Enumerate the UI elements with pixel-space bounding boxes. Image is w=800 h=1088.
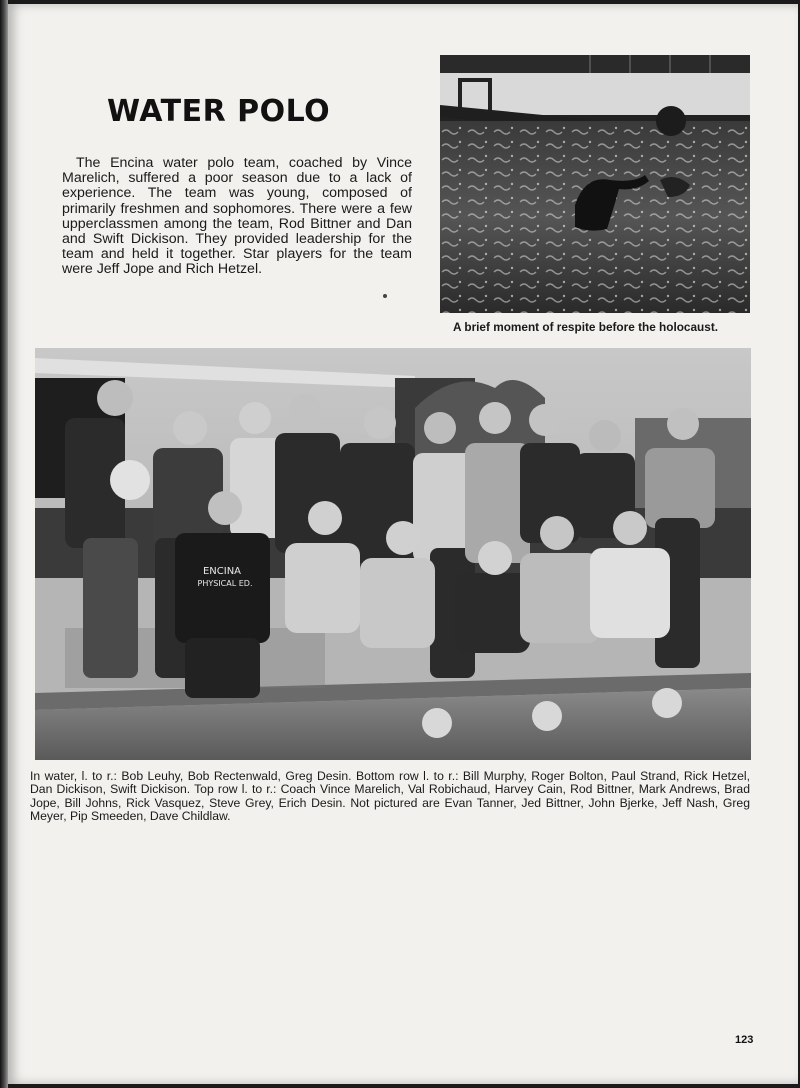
shirt-text-physical-ed: PHYSICAL ED.	[197, 579, 253, 588]
page-title: WATER POLO	[107, 94, 331, 129]
intro-paragraph: The Encina water polo team, coached by Vince Marelich, suffered a poor season due to a lack of experience. The team was young, composed of primarily freshmen and sophomores. There were a few upperclassmen among the team, Rod Bittner and Dan and Swift Dickison. They provided leadership for the team and held it together. Star players for the team were Jeff Jope and Rich Hetzel.	[62, 155, 412, 278]
book-binding	[0, 0, 8, 1088]
action-photo-caption: A brief moment of respite before the holocaust.	[453, 320, 719, 334]
team-group-photo	[35, 348, 751, 760]
water-polo-action-photo	[440, 55, 750, 313]
page-number: 123	[735, 1034, 754, 1046]
team-photo-caption: In water, l. to r.: Bob Leuhy, Bob Rectenwald, Greg Desin. Bottom row l. to r.: Bill Murphy, Roger Bolton, Paul Strand, Rick Hetzel, Dan Dickison, Swift Dickison. Top row l. to r.: Coach Vince Marelich, Val Robichaud, Harvey Cain, Rod Bittner, Mark Andrews, Brad Jope, Bill Johns, Rick Vasquez, Steve Grey, Erich Desin. Not pictured are Evan Tanner, Jed Bittner, John Bjerke, Jeff Nash, Greg Meyer, Pip Smeeden, Dave Childlaw.	[30, 769, 750, 824]
shirt-text-encina: ENCINA	[202, 566, 242, 577]
ink-speck	[383, 294, 387, 298]
